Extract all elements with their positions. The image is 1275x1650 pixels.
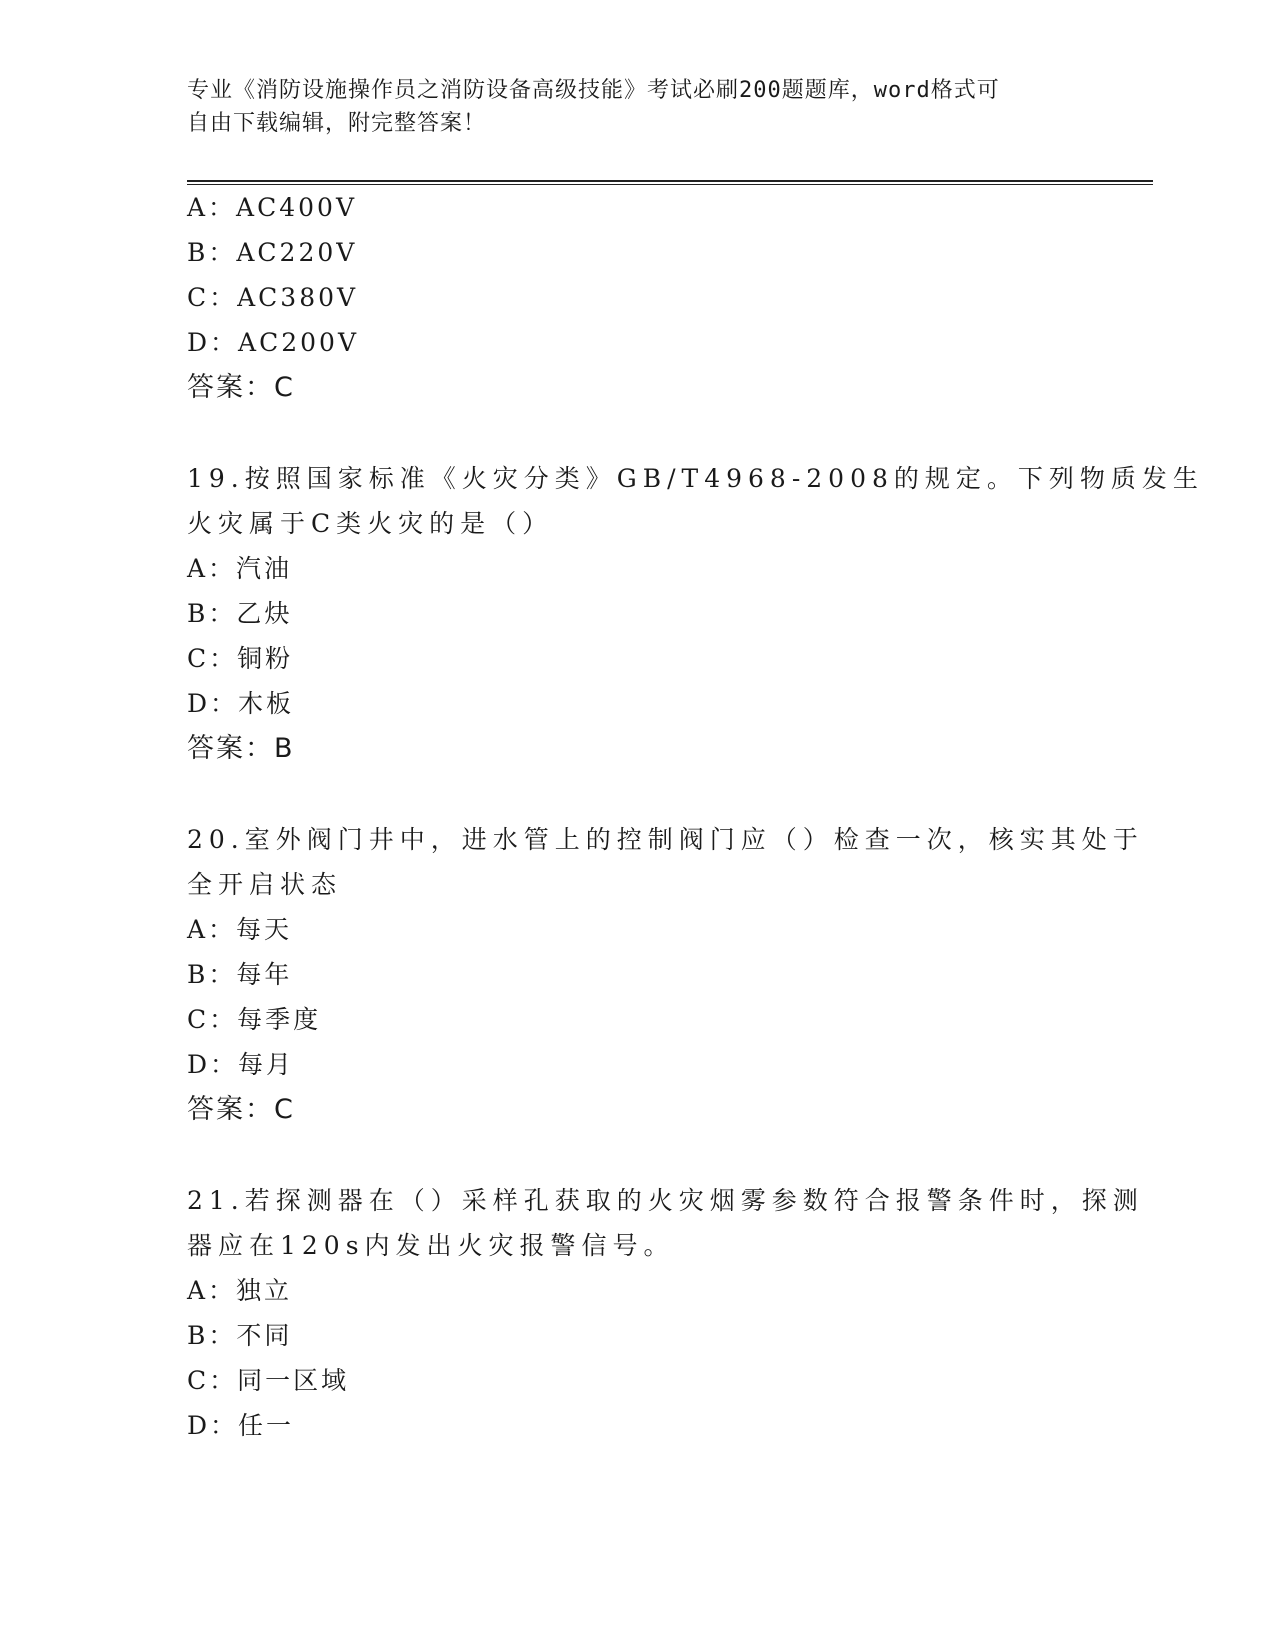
q18-option-d: D：AC200V	[187, 328, 359, 357]
q21-text-line-2: 器应在120s内发出火灾报警信号。	[187, 1231, 675, 1260]
header-rule-thick	[187, 180, 1153, 182]
q18-option-b: B：AC220V	[187, 238, 358, 267]
header-line-1: 专业《消防设施操作员之消防设备高级技能》考试必刷200题题库，word格式可	[187, 78, 1000, 103]
q20-option-b: B：每年	[187, 960, 293, 989]
q18-answer: 答案：C	[187, 372, 295, 403]
q21-option-c: C：同一区域	[187, 1366, 350, 1395]
header-rule-thin	[187, 184, 1153, 185]
q18-option-a: A：AC400V	[187, 193, 358, 222]
q19-option-c: C：铜粉	[187, 644, 294, 673]
q20-option-c: C：每季度	[187, 1005, 322, 1034]
q21-text-line-1: 21.若探测器在（）采样孔获取的火灾烟雾参数符合报警条件时，探测	[187, 1186, 1144, 1215]
q18-option-c: C：AC380V	[187, 283, 359, 312]
q20-text-line-2: 全开启状态	[187, 870, 343, 899]
q19-text-line-2: 火灾属于C类火灾的是（）	[187, 509, 554, 538]
page-header	[187, 74, 1087, 140]
q19-option-d: D：木板	[187, 689, 295, 718]
q21-option-a: A：独立	[187, 1276, 293, 1305]
q21-option-b: B：不同	[187, 1321, 293, 1350]
q19-answer: 答案：B	[187, 733, 295, 764]
q21-option-d: D：任一	[187, 1411, 295, 1440]
q20-option-a: A：每天	[187, 915, 293, 944]
q20-option-d: D：每月	[187, 1050, 295, 1079]
q19-option-b: B：乙炔	[187, 599, 293, 628]
q19-text-line-1: 19.按照国家标准《火灾分类》GB/T4968-2008的规定。下列物质发生	[187, 464, 1204, 493]
header-line-2: 自由下载编辑，附完整答案！	[187, 111, 487, 136]
q20-answer: 答案：C	[187, 1094, 295, 1125]
q20-text-line-1: 20.室外阀门井中，进水管上的控制阀门应（）检查一次，核实其处于	[187, 825, 1144, 854]
q19-option-a: A：汽油	[187, 554, 293, 583]
